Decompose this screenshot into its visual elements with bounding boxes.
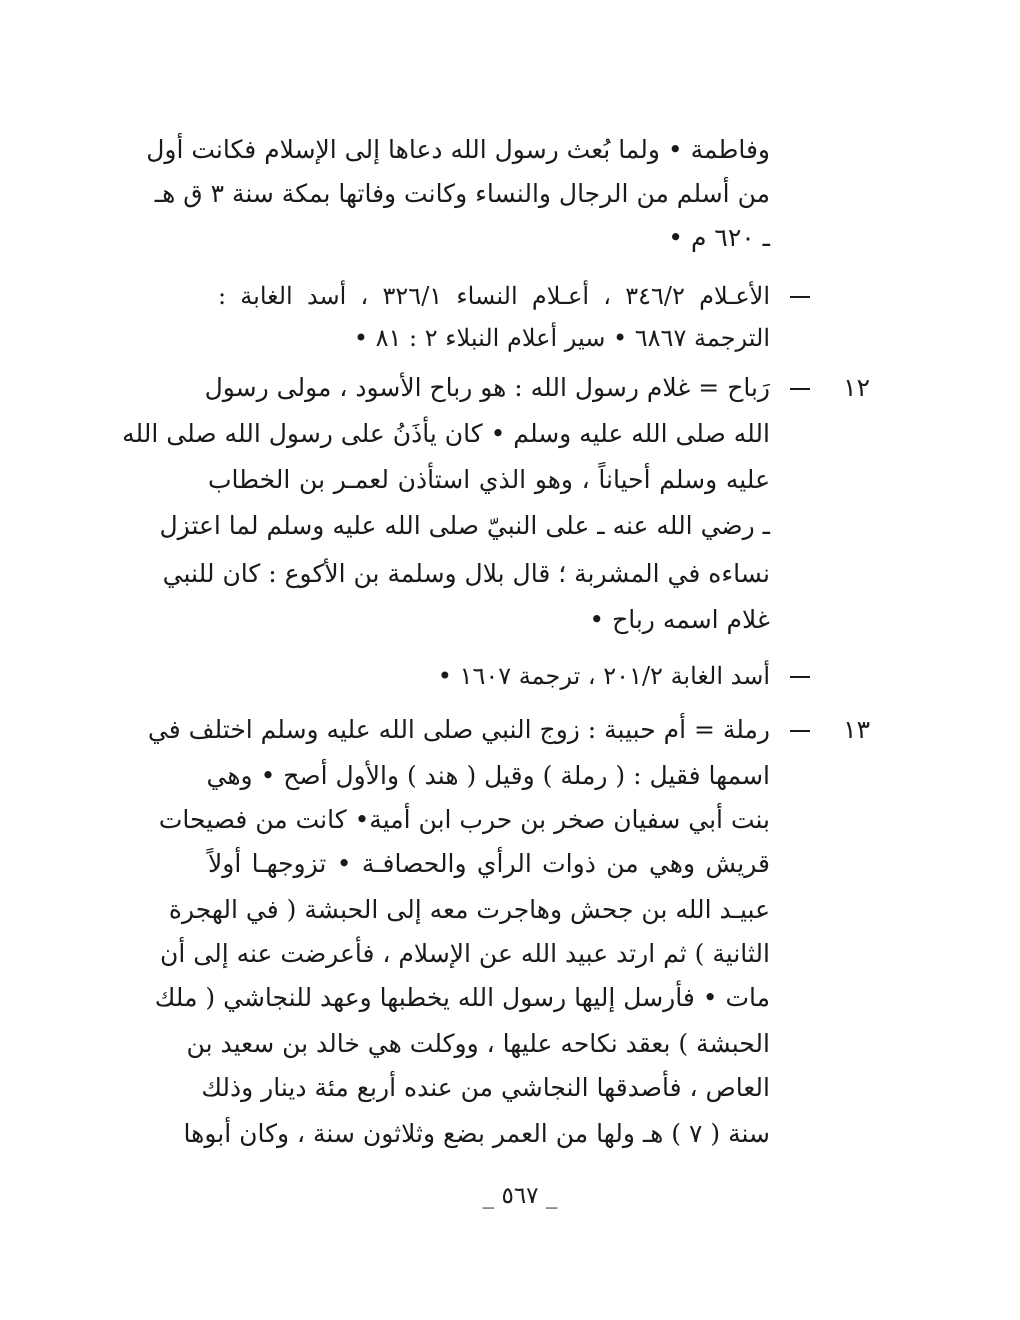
entry-number: ١٢	[843, 373, 870, 402]
text-line: وفاطمة • ولما بُعث رسول الله دعاها إلى الإسلام فكانت أول	[146, 135, 770, 164]
text-line: قريش وهي من ذوات الرأي والحصافـة • تزوجهـا أولاً	[208, 849, 770, 878]
text-line: العاص ، فأصدقها النجاشي من عنده أربع مئة دينار وذلك	[201, 1073, 770, 1102]
text-line: عبيـد الله بن جحش وهاجرت معه إلى الحبشة ( في الهجرة	[168, 895, 770, 924]
reference-dash	[790, 296, 810, 298]
text-line: من أسلم من الرجال والنساء وكانت وفاتها بمكة سنة ٣ ق هـ	[154, 179, 770, 208]
text-line: الله صلى الله عليه وسلم • كان يأذَنُ على رسول الله صلى الله	[122, 419, 770, 448]
text-line: رملة = أم حبيبة : زوج النبي صلى الله عليه وسلم اختلف في	[147, 715, 770, 744]
text-line: غلام اسمه رباح •	[589, 605, 770, 634]
reference-line: أسد الغابة ٢٠١/٢ ، ترجمة ١٦٠٧ •	[437, 662, 770, 690]
text-line: سنة ( ٧ ) هـ ولها من العمر بضع وثلاثون سنة ، وكان أبوها	[183, 1119, 770, 1148]
text-line: رَباح = غلام رسول الله : هو رباح الأسود ، مولى رسول	[204, 373, 770, 402]
reference-dash	[790, 676, 810, 678]
text-line: الثانية ) ثم ارتد عبيد الله عن الإسلام ، فأعرضت عنه إلى أن	[160, 939, 770, 968]
text-line: نساءه في المشربة ؛ قال بلال وسلمة بن الأكوع : كان للنبي	[162, 559, 770, 588]
entry-dash	[790, 388, 810, 390]
page-number: _ ٥٦٧ _	[482, 1183, 558, 1209]
reference-line: الأعـلام ٣٤٦/٢ ، أعـلام النساء ٣٢٦/١ ، أسد الغابة :	[218, 282, 770, 310]
text-line: ـ ٦٢٠ م •	[668, 223, 770, 252]
text-line: عليه وسلم أحياناً ، وهو الذي استأذن لعمـر بن الخطاب	[208, 465, 770, 494]
text-line: مات • فأرسل إليها رسول الله يخطبها وعهد للنجاشي ( ملك	[154, 983, 770, 1012]
text-line: ـ رضي الله عنه ـ على النبيّ صلى الله عليه وسلم لما اعتزل	[159, 511, 770, 540]
text-line: بنت أبي سفيان صخر بن حرب ابن أمية• كانت من فصيحات	[158, 805, 770, 834]
reference-line: الترجمة ٦٨٦٧ • سير أعلام النبلاء ٢ : ٨١ •	[353, 324, 770, 352]
entry-dash	[790, 730, 810, 732]
text-line: الحبشة ) بعقد نكاحه عليها ، ووكلت هي خالد بن سعيد بن	[186, 1029, 770, 1058]
entry-number: ١٣	[843, 715, 870, 744]
text-line: اسمها فقيل : ( رملة ) وقيل ( هند ) والأول أصح • وهي	[206, 761, 770, 790]
